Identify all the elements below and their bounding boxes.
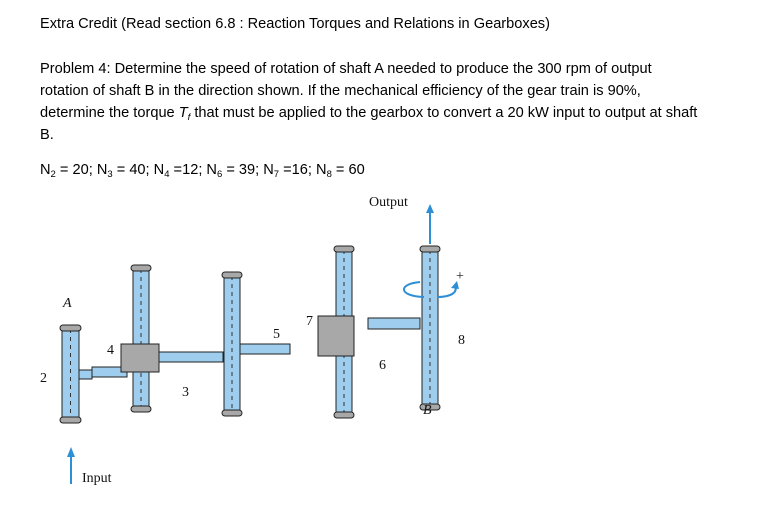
shaft-a-label: A [63,296,72,311]
problem-line-1: Problem 4: Determine the speed of rotation of shaft A needed to produce the 300 rpm of output [40,61,652,77]
gear-count-n8: $N_8 = 60$ [316,162,365,180]
gear-count-n6: $N_6 = 39$; [206,162,264,180]
gear-2-label: 2 [40,371,47,386]
shaft-3 [133,269,149,410]
horizontal-shafts [66,318,420,379]
gear-4-label: 4 [107,343,114,358]
output-arrow [426,204,434,244]
shaft-a [62,329,79,420]
gear-count-n3: $N_3 = 40$; [96,162,154,180]
shaft-segment-5-6 [240,344,290,354]
gear-count-n7: $N_7 =16$; [263,162,317,180]
problem-line-2: rotation of shaft B in the direction shown. If the mechanical efficiency of the gear train is 90%, [40,83,641,99]
vertical-shafts [62,250,438,420]
extra-credit-heading: Extra Credit (Read section 6.8 : Reaction Torques and Relations in Gearboxes) [40,16,550,32]
input-arrow [67,447,75,484]
gear-count-n4: $N_4 =12$; [153,162,207,180]
shaft-5 [224,276,240,414]
gear-3-label: 3 [182,385,189,400]
torque-symbol: T [178,105,188,121]
problem-line-3: determine the torque $T_f$ that must be applied to the gearbox to convert a 20 kW input to output at shaft [40,105,698,123]
gear-5-label: 5 [273,327,280,342]
gear-8-label: 8 [458,333,465,348]
output-label: Output [369,195,408,210]
gear-6-7-hub [318,316,354,356]
gear-end-caps [60,246,440,423]
shaft-centerlines [71,250,431,420]
gear-count-n2: $N_2 = 20$; [40,162,97,180]
shaft-b [422,250,438,408]
gear-7-label: 7 [306,314,313,329]
shaft-b-label: B [423,403,432,418]
problem-line-4: B. [40,127,54,143]
rotation-sign: + [456,269,464,284]
gear-6-label: 6 [379,358,386,373]
shaft-segment-7-8 [368,318,420,329]
gear-4-hub [121,344,159,372]
input-label: Input [82,471,112,486]
